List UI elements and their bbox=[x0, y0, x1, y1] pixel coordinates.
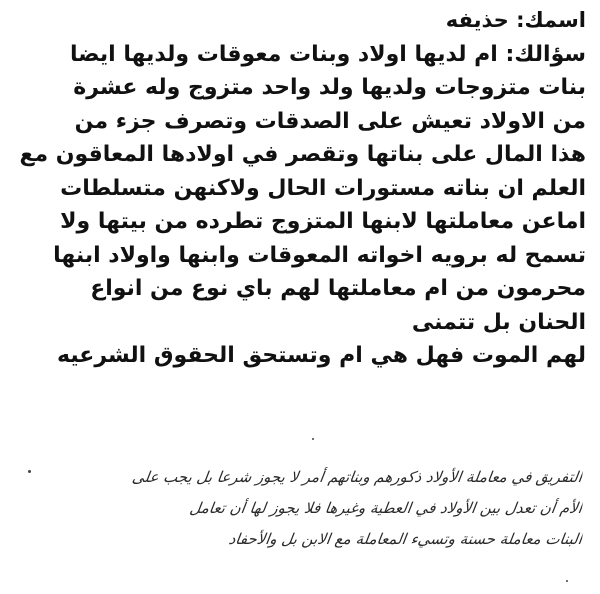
question-text-first: ام لديها اولاد وبنات معوقات ولديها ايضا bbox=[69, 41, 498, 67]
question-form-text bbox=[8, 4, 586, 373]
question-line: اماعن معاملتها لابنها المتزوج تطرده من بيتها ولا bbox=[60, 209, 586, 234]
question-label: سؤالك: bbox=[505, 41, 586, 67]
question-line: محرمون من ام معاملتها لهم باي نوع من انواع bbox=[90, 276, 586, 301]
scan-speck bbox=[28, 470, 31, 473]
question-line: هذا المال على بناتها وتقصر في اولادها المعاقون مع bbox=[19, 142, 586, 167]
question-line: الحنان بل تتمنى bbox=[411, 309, 586, 335]
question-line-first bbox=[8, 38, 586, 72]
handwritten-line: البنات معاملة حسنة وتسيء المعاملة مع الابن بل والأحفاد bbox=[227, 530, 584, 548]
name-label: اسمك: bbox=[516, 8, 586, 32]
question-line: بنات متزوجات ولديها ولد واحد متزوج وله عشرة bbox=[73, 75, 586, 100]
question-line: تسمح له برويه اخواته المعوقات وابنها واولاد ابنها bbox=[53, 242, 586, 268]
scan-speck bbox=[312, 438, 314, 440]
handwritten-line: التفريق في معاملة الأولاد ذكورهم وبناتهم أمر لا يجوز شرعا بل يجب على bbox=[130, 468, 584, 486]
handwritten-line: الأم أن تعدل بين الأولاد في العطية وغيرها فلا يجوز لها أن تعامل bbox=[188, 499, 584, 517]
question-line: من الاولاد تعيش على الصدقات وتصرف جزء من bbox=[74, 108, 586, 134]
name-line bbox=[8, 4, 586, 38]
handwritten-answer bbox=[12, 462, 582, 555]
question-line: العلم ان بناته مستورات الحال ولاكنهن متسلطات bbox=[60, 175, 586, 201]
question-line: لهم الموت فهل هي ام وتستحق الحقوق الشرعيه bbox=[56, 343, 586, 368]
name-value: حذيفه bbox=[445, 8, 509, 32]
scan-speck bbox=[566, 580, 568, 582]
